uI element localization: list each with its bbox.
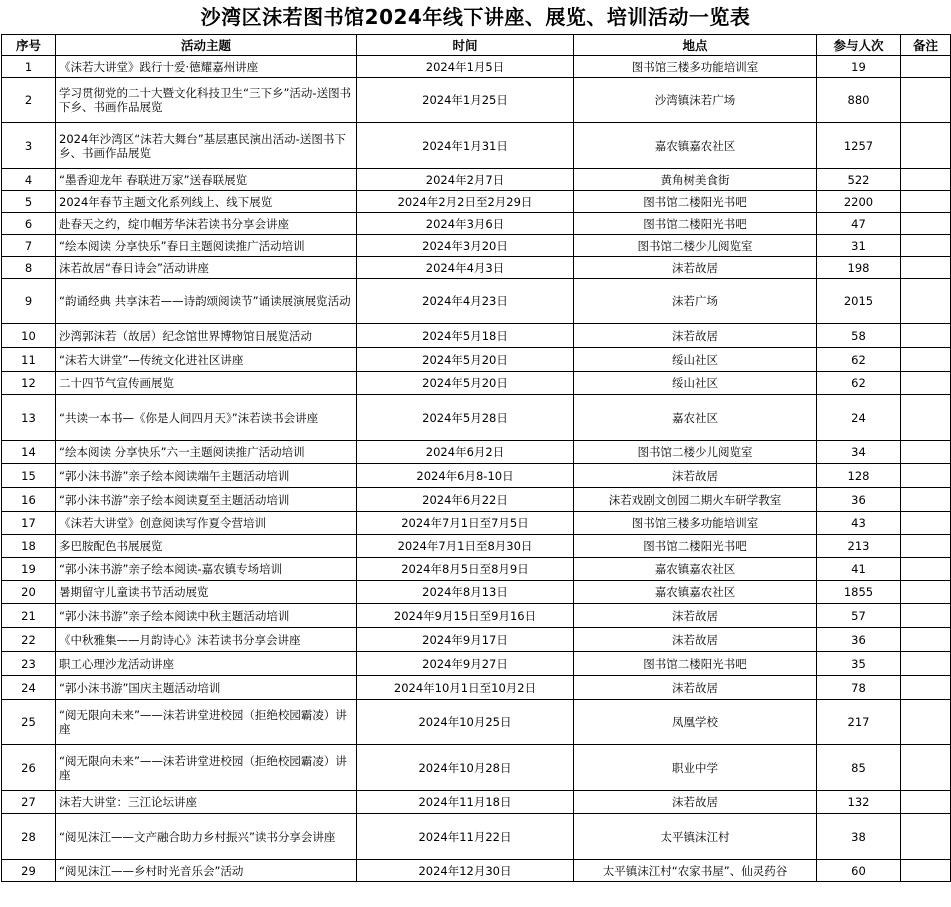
cell-theme: 2024年春节主题文化系列线上、线下展览	[56, 191, 357, 213]
cell-theme: 赴春天之约，绽巾帼芳华沫若读书分享会讲座	[56, 213, 357, 235]
cell-theme: 暑期留守儿童读书节活动展览	[56, 581, 357, 604]
cell-time: 2024年10月25日	[357, 700, 574, 745]
cell-time: 2024年5月20日	[357, 348, 574, 372]
cell-theme: 沫若故居“春日诗会”活动讲座	[56, 257, 357, 279]
cell-no: 28	[2, 814, 56, 860]
header-count: 参与人次	[817, 35, 901, 56]
cell-no: 12	[2, 372, 56, 395]
cell-place: 绥山社区	[574, 372, 817, 395]
cell-time: 2024年4月3日	[357, 257, 574, 279]
cell-theme: “共读一本书—《你是人间四月天》”沫若读书会讲座	[56, 395, 357, 441]
cell-note	[901, 348, 951, 372]
cell-time: 2024年1月25日	[357, 78, 574, 123]
cell-note	[901, 279, 951, 324]
cell-count: 78	[817, 676, 901, 700]
cell-note	[901, 78, 951, 123]
cell-no: 4	[2, 169, 56, 191]
cell-count: 47	[817, 213, 901, 235]
header-place: 地点	[574, 35, 817, 56]
cell-no: 18	[2, 535, 56, 558]
cell-note	[901, 464, 951, 488]
cell-note	[901, 395, 951, 441]
cell-place: 沫若戏剧文创园二期火车研学教室	[574, 488, 817, 512]
table-row	[2, 628, 951, 652]
cell-note	[901, 441, 951, 464]
cell-no: 2	[2, 78, 56, 123]
cell-place: 沫若故居	[574, 464, 817, 488]
cell-note	[901, 235, 951, 257]
cell-no: 19	[2, 558, 56, 581]
cell-note	[901, 860, 951, 882]
cell-theme: “郭小沫书游”亲子绘本阅读中秋主题活动培训	[56, 604, 357, 628]
cell-count: 19	[817, 56, 901, 78]
cell-count: 128	[817, 464, 901, 488]
cell-note	[901, 512, 951, 535]
cell-count: 31	[817, 235, 901, 257]
cell-place: 沫若故居	[574, 257, 817, 279]
cell-note	[901, 628, 951, 652]
cell-theme: “郭小沫书游”亲子绘本阅读端午主题活动培训	[56, 464, 357, 488]
cell-theme: “阅见沫江——文产融合助力乡村振兴”读书分享会讲座	[56, 814, 357, 860]
cell-count: 41	[817, 558, 901, 581]
cell-count: 1855	[817, 581, 901, 604]
table-row	[2, 169, 951, 191]
cell-place: 职业中学	[574, 745, 817, 791]
cell-place: 黄角树美食街	[574, 169, 817, 191]
cell-place: 嘉农镇嘉农社区	[574, 123, 817, 169]
cell-theme: “郭小沫书游”国庆主题活动培训	[56, 676, 357, 700]
activity-table	[1, 34, 951, 882]
cell-note	[901, 488, 951, 512]
cell-no: 29	[2, 860, 56, 882]
table-row	[2, 279, 951, 324]
cell-place: 沫若故居	[574, 628, 817, 652]
cell-theme: 《中秋雅集——月韵诗心》沫若读书分享会讲座	[56, 628, 357, 652]
cell-no: 14	[2, 441, 56, 464]
cell-no: 27	[2, 791, 56, 814]
cell-note	[901, 814, 951, 860]
cell-time: 2024年8月5日至8月9日	[357, 558, 574, 581]
cell-theme: “郭小沫书游”亲子绘本阅读夏至主题活动培训	[56, 488, 357, 512]
cell-time: 2024年7月1日至7月5日	[357, 512, 574, 535]
cell-theme: 学习贯彻党的二十大暨文化科技卫生“三下乡”活动-送图书下乡、书画作品展览	[56, 78, 357, 123]
table-row	[2, 700, 951, 745]
cell-no: 8	[2, 257, 56, 279]
cell-theme: “韵诵经典 共享沫若——诗韵颂阅读节”诵读展演展览活动	[56, 279, 357, 324]
table-row	[2, 488, 951, 512]
cell-no: 21	[2, 604, 56, 628]
header-no: 序号	[2, 35, 56, 56]
cell-theme: “墨香迎龙年 春联进万家”送春联展览	[56, 169, 357, 191]
table-row	[2, 535, 951, 558]
cell-count: 522	[817, 169, 901, 191]
table-row	[2, 464, 951, 488]
table-row	[2, 395, 951, 441]
cell-no: 16	[2, 488, 56, 512]
cell-time: 2024年11月22日	[357, 814, 574, 860]
cell-time: 2024年9月27日	[357, 652, 574, 676]
cell-no: 6	[2, 213, 56, 235]
cell-theme: “郭小沫书游”亲子绘本阅读-嘉农镇专场培训	[56, 558, 357, 581]
cell-theme: 职工心理沙龙活动讲座	[56, 652, 357, 676]
cell-count: 132	[817, 791, 901, 814]
cell-theme: 二十四节气宣传画展览	[56, 372, 357, 395]
cell-count: 62	[817, 372, 901, 395]
cell-time: 2024年7月1日至8月30日	[357, 535, 574, 558]
cell-no: 20	[2, 581, 56, 604]
cell-count: 217	[817, 700, 901, 745]
cell-note	[901, 581, 951, 604]
cell-no: 9	[2, 279, 56, 324]
cell-no: 7	[2, 235, 56, 257]
cell-no: 25	[2, 700, 56, 745]
cell-time: 2024年3月20日	[357, 235, 574, 257]
cell-theme: 《沫若大讲堂》践行十爱·德耀嘉州讲座	[56, 56, 357, 78]
cell-count: 57	[817, 604, 901, 628]
cell-note	[901, 56, 951, 78]
cell-time: 2024年3月6日	[357, 213, 574, 235]
table-row	[2, 257, 951, 279]
cell-note	[901, 123, 951, 169]
cell-place: 沫若广场	[574, 279, 817, 324]
table-row	[2, 235, 951, 257]
cell-count: 35	[817, 652, 901, 676]
cell-no: 26	[2, 745, 56, 791]
cell-count: 198	[817, 257, 901, 279]
cell-theme: “阅无限向未来”——沫若讲堂进校园（拒绝校园霸凌）讲座	[56, 700, 357, 745]
cell-count: 24	[817, 395, 901, 441]
cell-note	[901, 700, 951, 745]
cell-time: 2024年11月18日	[357, 791, 574, 814]
cell-note	[901, 745, 951, 791]
cell-count: 2200	[817, 191, 901, 213]
cell-count: 36	[817, 628, 901, 652]
cell-time: 2024年1月5日	[357, 56, 574, 78]
cell-time: 2024年12月30日	[357, 860, 574, 882]
cell-theme: “阅无限向未来”——沫若讲堂进校园（拒绝校园霸凌）讲座	[56, 745, 357, 791]
cell-time: 2024年5月20日	[357, 372, 574, 395]
cell-theme: 《沫若大讲堂》创意阅读写作夏令营培训	[56, 512, 357, 535]
cell-count: 1257	[817, 123, 901, 169]
cell-no: 1	[2, 56, 56, 78]
sheet-title: 沙湾区沫若图书馆2024年线下讲座、展览、培训活动一览表	[200, 5, 751, 29]
cell-theme: “沫若大讲堂”—传统文化进社区讲座	[56, 348, 357, 372]
table-row	[2, 581, 951, 604]
cell-note	[901, 791, 951, 814]
cell-theme: “阅见沫江——乡村时光音乐会”活动	[56, 860, 357, 882]
cell-no: 10	[2, 324, 56, 348]
cell-theme: 沙湾郭沫若（故居）纪念馆世界博物馆日展览活动	[56, 324, 357, 348]
cell-time: 2024年10月28日	[357, 745, 574, 791]
cell-no: 15	[2, 464, 56, 488]
cell-place: 太平镇沫江村“农家书屋”、仙灵药谷	[574, 860, 817, 882]
cell-no: 11	[2, 348, 56, 372]
table-row	[2, 652, 951, 676]
cell-time: 2024年9月17日	[357, 628, 574, 652]
table-row	[2, 676, 951, 700]
cell-place: 图书馆二楼阳光书吧	[574, 191, 817, 213]
cell-place: 沫若故居	[574, 676, 817, 700]
cell-time: 2024年6月8-10日	[357, 464, 574, 488]
cell-place: 沙湾镇沫若广场	[574, 78, 817, 123]
cell-count: 38	[817, 814, 901, 860]
cell-time: 2024年4月23日	[357, 279, 574, 324]
cell-no: 3	[2, 123, 56, 169]
cell-time: 2024年9月15日至9月16日	[357, 604, 574, 628]
cell-note	[901, 169, 951, 191]
cell-note	[901, 652, 951, 676]
cell-place: 沫若故居	[574, 791, 817, 814]
table-row	[2, 56, 951, 78]
cell-note	[901, 257, 951, 279]
cell-theme: 多巴胺配色书展展览	[56, 535, 357, 558]
cell-place: 图书馆二楼阳光书吧	[574, 535, 817, 558]
cell-time: 2024年6月2日	[357, 441, 574, 464]
cell-no: 13	[2, 395, 56, 441]
cell-theme: 2024年沙湾区“沫若大舞台”基层惠民演出活动-送图书下乡、书画作品展览	[56, 123, 357, 169]
cell-count: 880	[817, 78, 901, 123]
cell-count: 60	[817, 860, 901, 882]
cell-time: 2024年5月18日	[357, 324, 574, 348]
cell-place: 图书馆三楼多功能培训室	[574, 56, 817, 78]
cell-no: 17	[2, 512, 56, 535]
cell-place: 绥山社区	[574, 348, 817, 372]
cell-place: 沫若故居	[574, 604, 817, 628]
header-note: 备注	[901, 35, 951, 56]
cell-count: 213	[817, 535, 901, 558]
table-row	[2, 348, 951, 372]
cell-count: 58	[817, 324, 901, 348]
cell-place: 嘉农社区	[574, 395, 817, 441]
table-row	[2, 791, 951, 814]
cell-theme: 沫若大讲堂：三江论坛讲座	[56, 791, 357, 814]
table-row	[2, 814, 951, 860]
table-body	[2, 56, 951, 882]
cell-place: 图书馆二楼阳光书吧	[574, 652, 817, 676]
cell-note	[901, 535, 951, 558]
cell-time: 2024年8月13日	[357, 581, 574, 604]
cell-note	[901, 676, 951, 700]
cell-no: 24	[2, 676, 56, 700]
cell-place: 图书馆二楼少儿阅览室	[574, 235, 817, 257]
cell-note	[901, 191, 951, 213]
cell-time: 2024年2月2日至2月29日	[357, 191, 574, 213]
cell-theme: “绘本阅读 分享快乐”春日主题阅读推广活动培训	[56, 235, 357, 257]
header-row	[2, 35, 951, 56]
table-row	[2, 324, 951, 348]
cell-time: 2024年6月22日	[357, 488, 574, 512]
cell-place: 嘉农镇嘉农社区	[574, 581, 817, 604]
cell-place: 凤凰学校	[574, 700, 817, 745]
table-row	[2, 604, 951, 628]
header-theme: 活动主题	[56, 35, 357, 56]
table-row	[2, 558, 951, 581]
cell-place: 太平镇沫江村	[574, 814, 817, 860]
cell-note	[901, 213, 951, 235]
cell-place: 图书馆二楼阳光书吧	[574, 213, 817, 235]
cell-time: 2024年1月31日	[357, 123, 574, 169]
cell-time: 2024年2月7日	[357, 169, 574, 191]
table-row	[2, 191, 951, 213]
cell-note	[901, 604, 951, 628]
cell-count: 85	[817, 745, 901, 791]
cell-no: 23	[2, 652, 56, 676]
cell-theme: “绘本阅读 分享快乐”六一主题阅读推广活动培训	[56, 441, 357, 464]
header-time: 时间	[357, 35, 574, 56]
cell-count: 2015	[817, 279, 901, 324]
cell-no: 22	[2, 628, 56, 652]
table-row	[2, 860, 951, 882]
cell-count: 36	[817, 488, 901, 512]
cell-note	[901, 558, 951, 581]
cell-count: 62	[817, 348, 901, 372]
cell-place: 沫若故居	[574, 324, 817, 348]
table-row	[2, 78, 951, 123]
cell-place: 嘉农镇嘉农社区	[574, 558, 817, 581]
cell-place: 图书馆二楼少儿阅览室	[574, 441, 817, 464]
cell-note	[901, 372, 951, 395]
table-row	[2, 213, 951, 235]
cell-place: 图书馆三楼多功能培训室	[574, 512, 817, 535]
table-row	[2, 441, 951, 464]
cell-count: 34	[817, 441, 901, 464]
table-row	[2, 372, 951, 395]
cell-time: 2024年5月28日	[357, 395, 574, 441]
cell-no: 5	[2, 191, 56, 213]
cell-note	[901, 324, 951, 348]
table-row	[2, 745, 951, 791]
table-row	[2, 512, 951, 535]
cell-count: 43	[817, 512, 901, 535]
table-row	[2, 123, 951, 169]
cell-time: 2024年10月1日至10月2日	[357, 676, 574, 700]
